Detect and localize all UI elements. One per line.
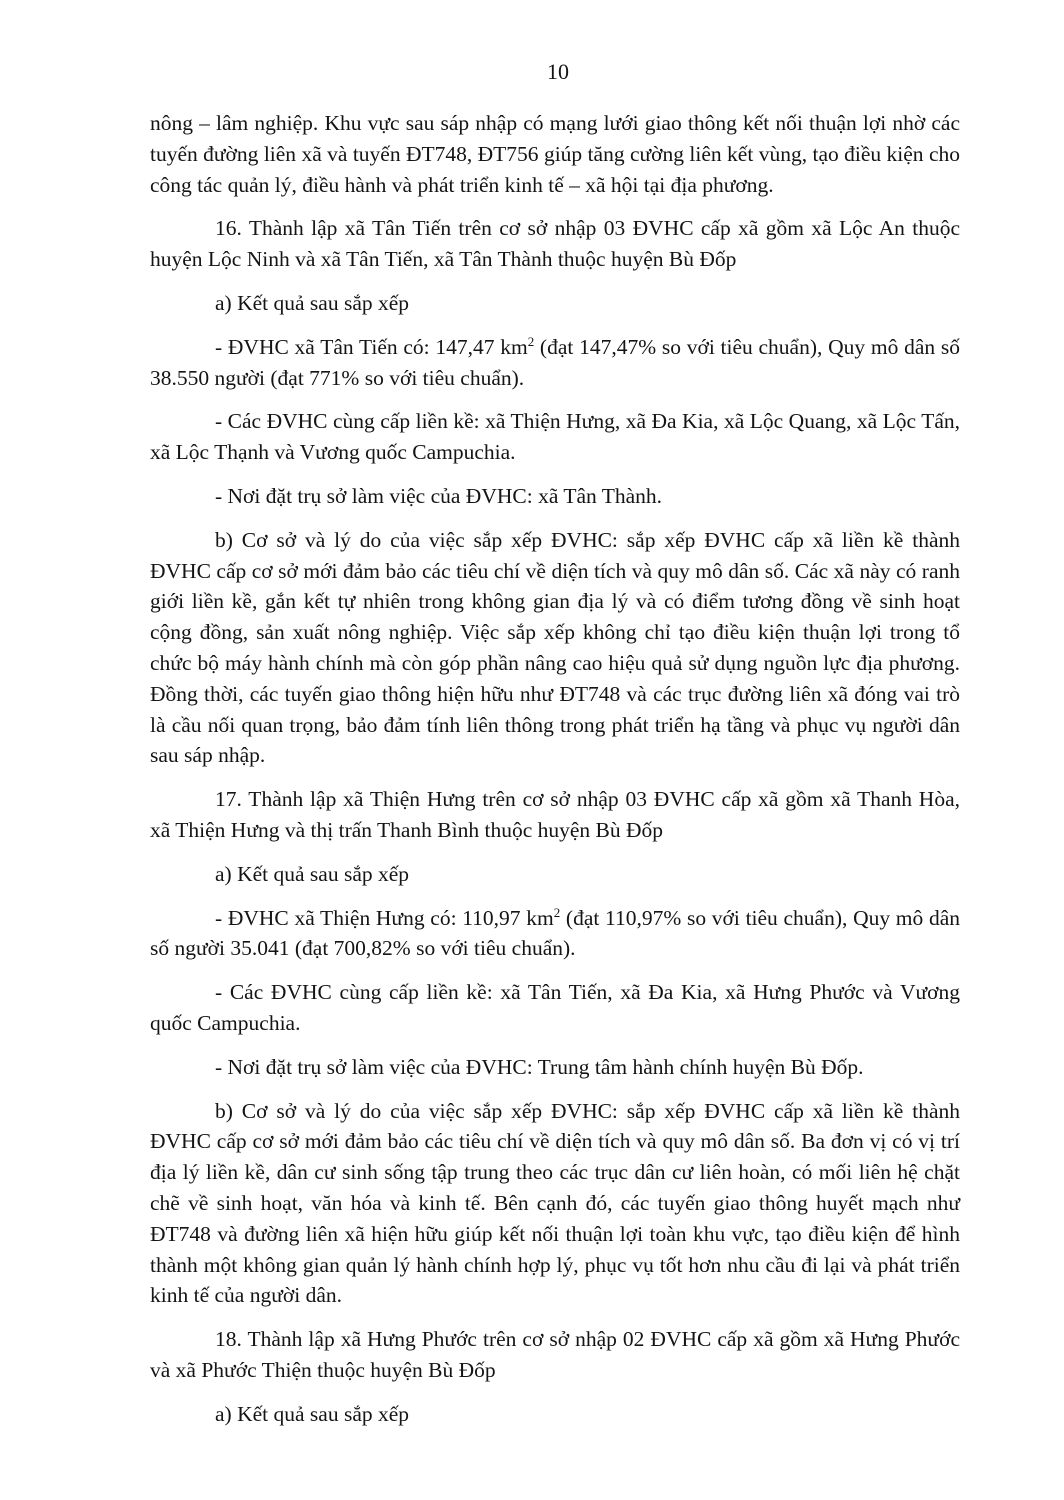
section-17-adjacent-units: - Các ĐVHC cùng cấp liền kề: xã Tân Tiến, xã Đa Kia, xã Hưng Phước và Vương quốc Campuchia.: [150, 980, 960, 1035]
page-number: 10: [547, 59, 569, 84]
section-16-area-population: [150, 332, 960, 394]
section-16-adjacent-units: - Các ĐVHC cùng cấp liền kề: xã Thiện Hưng, xã Đa Kia, xã Lộc Quang, xã Lộc Tấn, xã Lộc Thạnh và Vương quốc Campuchia.: [150, 409, 960, 465]
section-16-subheading-b-reasons: b) Cơ sở và lý do của việc sắp xếp ĐVHC: sắp xếp ĐVHC cấp xã liền kề thành ĐVHC cấp cơ sở mới đảm bảo các tiêu chí về diện tích và quy mô dân số. Các xã này có ranh giới liền kề, gắn kết tự nhiên trong không gian địa lý và có điểm tương đồng về sinh hoạt cộng đồng, sản xuất nông nghiệp. Việc sắp xếp không chỉ tạo điều kiện thuận lợi trong tổ chức bộ máy hành chính mà còn góp phần nâng cao hiệu quả sử dụng nguồn lực địa phương. Đồng thời, các tuyến giao thông hiện hữu như ĐT748 và các trục đường liên xã đóng vai trò là cầu nối quan trọng, bảo đảm tính liên thông trong phát triển hạ tầng và phục vụ người dân sau sáp nhập.: [150, 527, 960, 768]
section-17-subheading-b-reasons: b) Cơ sở và lý do của việc sắp xếp ĐVHC: sắp xếp ĐVHC cấp xã liền kề thành ĐVHC cấp cơ sở mới đảm bảo các tiêu chí về diện tích và quy mô dân số. Ba đơn vị có vị trí địa lý liền kề, dân cư sinh sống tập trung theo các trục dân cư liên hoàn, có mối liên hệ chặt chẽ về sinh hoạt, văn hóa và kinh tế. Bên cạnh đó, các tuyến giao thông huyết mạch như ĐT748 và đường liên xã hiện hữu giúp kết nối thuận lợi toàn khu vực, tạo điều kiện để hình thành một không gian quản lý hành chính hợp lý, phục vụ tốt hơn nhu cầu đi lại và phát triển kinh tế của người dân.: [150, 1098, 960, 1308]
area-text: - ĐVHC xã Thiện Hưng có: 110,97 km: [215, 905, 554, 930]
section-17-area-population: [150, 903, 960, 965]
section-18-subheading-a: a) Kết quả sau sắp xếp: [215, 1401, 410, 1426]
area-unit-superscript: 2: [553, 904, 561, 920]
area-text: - ĐVHC xã Tân Tiến có: 147,47 km: [215, 334, 528, 359]
area-unit-superscript: 2: [527, 333, 535, 349]
document-body: [150, 108, 960, 1442]
section-17-subheading-a: a) Kết quả sau sắp xếp: [215, 861, 410, 886]
section-17-heading: 17. Thành lập xã Thiện Hưng trên cơ sở nhập 03 ĐVHC cấp xã gồm xã Thanh Hòa, xã Thiện Hưng và thị trấn Thanh Bình thuộc huyện Bù Đốp: [150, 787, 960, 842]
population-text: (đạt 147,47% so với tiêu chuẩn), Quy mô dân số 38.550 người (đạt 771% so với tiêu chuẩn).: [150, 334, 960, 390]
population-text: (đạt 110,97% so với tiêu chuẩn), Quy mô dân số người 35.041 (đạt 700,82% so với tiêu chuẩn).: [150, 905, 960, 961]
section-17-headquarters: - Nơi đặt trụ sở làm việc của ĐVHC: Trung tâm hành chính huyện Bù Đốp.: [215, 1054, 864, 1079]
section-16-headquarters: - Nơi đặt trụ sở làm việc của ĐVHC: xã Tân Thành.: [215, 483, 663, 508]
section-16-heading: 16. Thành lập xã Tân Tiến trên cơ sở nhập 03 ĐVHC cấp xã gồm xã Lộc An thuộc huyện Lộc Ninh và xã Tân Tiến, xã Tân Thành thuộc huyện Bù Đốp: [150, 216, 960, 272]
section-16-subheading-a: a) Kết quả sau sắp xếp: [215, 290, 410, 315]
section-18-heading: 18. Thành lập xã Hưng Phước trên cơ sở nhập 02 ĐVHC cấp xã gồm xã Hưng Phước và xã Phước Thiện thuộc huyện Bù Đốp: [150, 1327, 960, 1382]
paragraph-continuation: nông – lâm nghiệp. Khu vực sau sáp nhập có mạng lưới giao thông kết nối thuận lợi nhờ các tuyến đường liên xã và tuyến ĐT748, ĐT756 giúp tăng cường liên kết vùng, tạo điều kiện cho công tác quản lý, điều hành và phát triển kinh tế – xã hội tại địa phương.: [150, 111, 960, 197]
